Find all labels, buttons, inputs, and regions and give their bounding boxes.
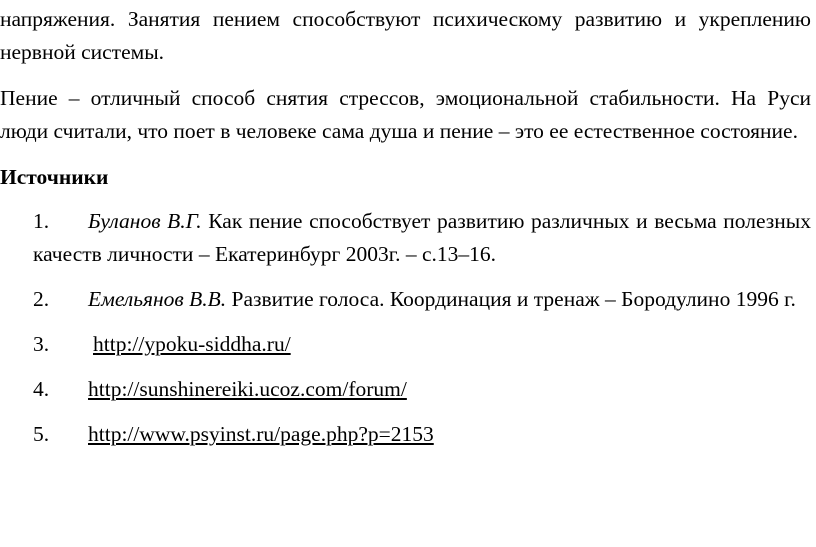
paragraph-stress-relief: Пение – отличный способ снятия стрессов, эмоциональной стабильности. На Руси люди считали, что поет в человеке сама душа и пение – это ее естественное состояние.: [0, 86, 811, 143]
source-number: 5.: [33, 422, 50, 446]
source-link[interactable]: http://sunshinereiki.ucoz.com/forum/: [88, 377, 407, 401]
source-item-2: [0, 283, 811, 316]
source-text: Развитие голоса. Координация и тренаж – Бородулино 1996 г.: [226, 287, 796, 311]
source-link[interactable]: http://ypoku-siddha.ru/: [93, 332, 291, 356]
source-number: 3.: [33, 332, 50, 356]
source-text: Как пение способствует развитию различных и весьма полезных качеств личности – Екатеринбург 2003г. – с.13–16.: [33, 209, 811, 266]
source-item-4: [0, 373, 811, 406]
source-item-5: [0, 418, 811, 451]
source-author: Емельянов В.В.: [88, 287, 227, 311]
source-number: 4.: [33, 377, 50, 401]
source-item-3: [0, 328, 811, 361]
source-author: Буланов В.Г.: [88, 209, 202, 233]
source-item-1: [0, 205, 811, 271]
sources-heading: Источники: [0, 165, 109, 189]
paragraph-singing-benefits: напряжения. Занятия пением способствуют психическому развитию и укреплению нервной системы.: [0, 7, 811, 64]
source-number: 2.: [33, 287, 50, 311]
source-link[interactable]: http://www.psyinst.ru/page.php?p=2153: [88, 422, 434, 446]
source-number: 1.: [33, 209, 50, 233]
document-page: [0, 3, 811, 463]
